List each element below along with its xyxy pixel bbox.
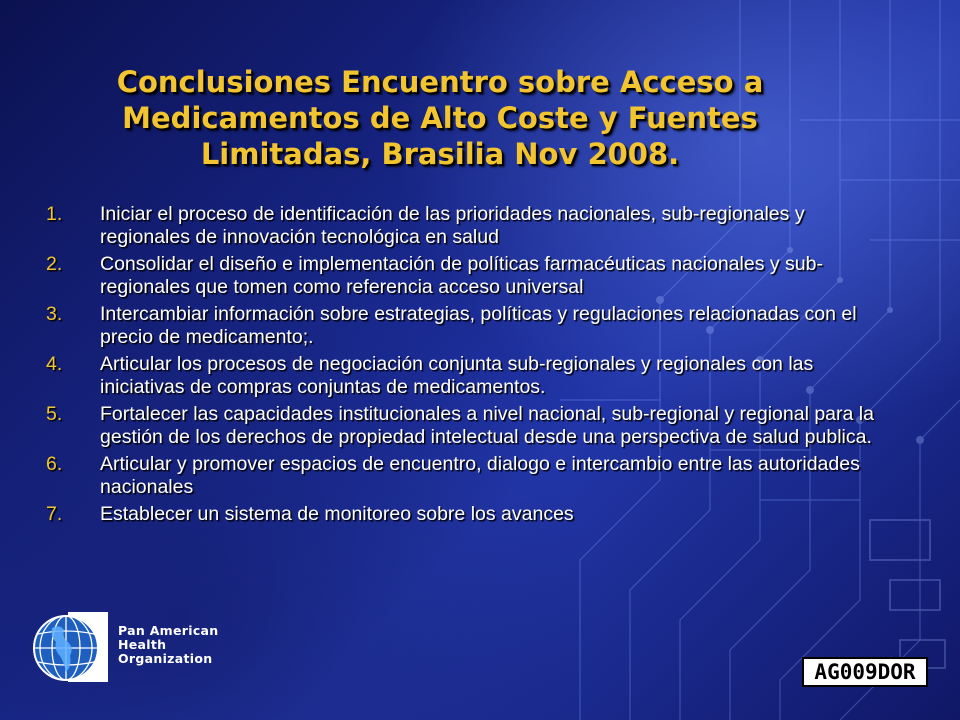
conclusions-list	[46, 203, 896, 530]
organization-line: Organization	[118, 651, 213, 666]
list-item	[46, 253, 896, 299]
list-item-text: Iniciar el proceso de identificación de las prioridades nacionales, sub-regionales y regionales de innovación tecnológica en salud	[100, 203, 805, 248]
list-item-number: 1.	[46, 203, 63, 225]
list-item-number: 2.	[46, 253, 63, 275]
list-item-number: 7.	[46, 503, 63, 525]
list-item-number: 4.	[46, 353, 63, 375]
organization-name	[118, 624, 218, 666]
list-item	[46, 403, 896, 449]
list-item-text: Intercambiar información sobre estrategias, políticas y regulaciones relacionadas con el precio de medicamento;.	[100, 303, 857, 348]
list-item-text: Consolidar el diseño e implementación de políticas farmacéuticas nacionales y sub-regionales que tomen como referencia acceso universal	[100, 253, 823, 298]
organization-line: Health	[118, 637, 167, 652]
list-item-text: Articular y promover espacios de encuentro, dialogo e intercambio entre las autoridades nacionales	[100, 453, 860, 498]
organization-line: Pan American	[118, 623, 219, 638]
list-item-text: Articular los procesos de negociación conjunta sub-regionales y regionales con las iniciativas de compras conjuntas de medicamentos.	[100, 353, 814, 398]
list-item	[46, 203, 896, 249]
paho-globe-logo-icon	[30, 608, 110, 688]
list-item	[46, 503, 896, 526]
list-item-number: 3.	[46, 303, 63, 325]
list-item	[46, 353, 896, 399]
list-item-text: Fortalecer las capacidades institucionales a nivel nacional, sub-regional y regional para la gestión de los derechos de propiedad intelectual desde una perspectiva de salud publica.	[100, 403, 874, 448]
list-item-number: 6.	[46, 453, 63, 475]
list-item-text: Establecer un sistema de monitoreo sobre los avances	[100, 503, 574, 525]
slide-title: Conclusiones Encuentro sobre Acceso a Medicamentos de Alto Coste y Fuentes Limitadas, Brasilia Nov 2008.	[116, 65, 764, 171]
document-code-label: AG009DOR	[802, 657, 928, 687]
list-item	[46, 453, 896, 499]
list-item	[46, 303, 896, 349]
list-item-number: 5.	[46, 403, 63, 425]
